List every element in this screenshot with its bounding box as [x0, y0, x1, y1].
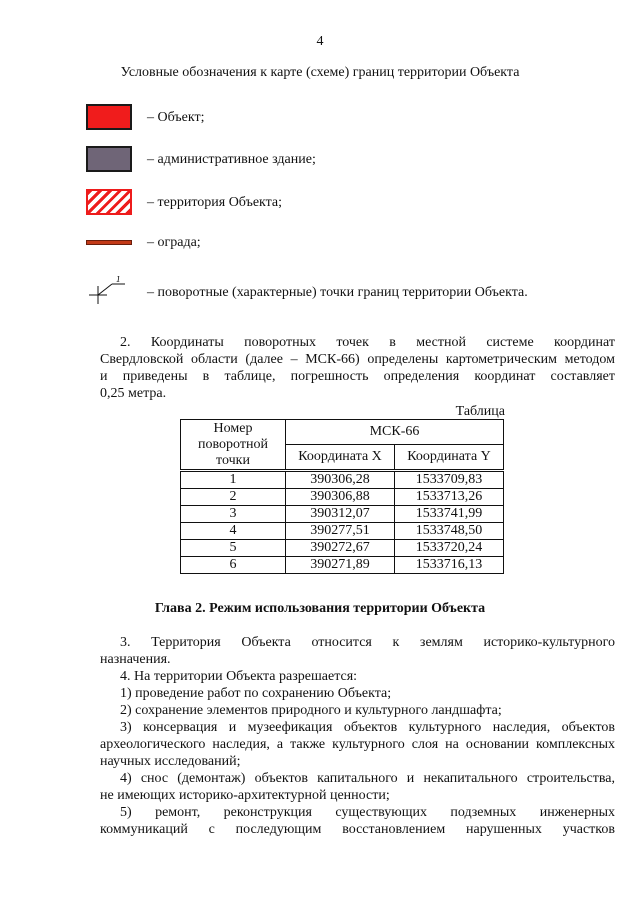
- turning-point-icon: [85, 276, 133, 308]
- turning-point-number: 1: [116, 276, 121, 284]
- fence-line-swatch: [86, 240, 132, 245]
- paragraph-line: назначения.: [100, 652, 171, 667]
- paragraph-line: коммуникаций с последующим восстановлением нарушенных участков: [100, 822, 615, 837]
- table-row: 6 390271,89 1533716,13: [181, 557, 504, 574]
- legend-label: – ограда;: [147, 234, 201, 250]
- object-swatch: [86, 104, 132, 130]
- table-row: 4 390277,51 1533748,50: [181, 523, 504, 540]
- paragraph-line: 2. Координаты поворотных точек в местной системе координат: [120, 335, 615, 350]
- legend-item-admin-building: [85, 145, 316, 173]
- table-row: 5 390272,67 1533720,24: [181, 540, 504, 557]
- legend-label: – административное здание;: [147, 151, 316, 167]
- legend-label: – Объект;: [147, 109, 205, 125]
- legend-item-object: [85, 103, 204, 131]
- table-caption: Таблица: [455, 404, 505, 419]
- paragraph-line: 5) ремонт, реконструкция существующих подземных инженерных: [120, 805, 615, 820]
- paragraph-line: 1) проведение работ по сохранению Объекта;: [120, 686, 392, 701]
- territory-hatch-swatch: [86, 189, 132, 215]
- coordinates-table: [180, 419, 504, 574]
- paragraph-line: 0,25 метра.: [100, 386, 167, 401]
- chapter-2-title: Глава 2. Режим использования территории Объекта: [154, 601, 486, 616]
- admin-building-swatch: [86, 146, 132, 172]
- header-point-number: Номер поворотной точки: [181, 420, 286, 471]
- header-msk66: МСК-66: [286, 420, 504, 445]
- chapter-2-body: [100, 634, 615, 838]
- table-row: 3 390312,07 1533741,99: [181, 506, 504, 523]
- paragraph-line: археологического наследия, а также культурного слоя на основании комплексных: [100, 737, 615, 752]
- header-coord-y: Координата Y: [395, 445, 504, 471]
- paragraph-line: 4) снос (демонтаж) объектов капитального и некапитального строительства,: [120, 771, 615, 786]
- legend-item-turning-point: [85, 278, 528, 306]
- paragraph-line: научных исследований;: [100, 754, 241, 769]
- paragraph-line: 2) сохранение элементов природного и культурного ландшафта;: [120, 703, 502, 718]
- table-row: 2 390306,88 1533713,26: [181, 489, 504, 506]
- legend-label: – поворотные (характерные) точки границ территории Объекта.: [147, 284, 528, 300]
- paragraph-line: Свердловской области (далее – МСК-66) определены картометрическим методом: [100, 352, 615, 367]
- table-row: 1 390306,28 1533709,83: [181, 471, 504, 489]
- paragraph-line: 3. Территория Объекта относится к землям историко-культурного: [120, 635, 615, 650]
- paragraph-line: не имеющих историко-архитектурной ценности;: [100, 788, 390, 803]
- legend-item-fence: [85, 228, 201, 256]
- section-2-paragraph: [100, 334, 615, 402]
- paragraph-line: 4. На территории Объекта разрешается:: [120, 669, 358, 684]
- paragraph-line: 3) консервация и музеефикация объектов культурного наследия, объектов: [120, 720, 615, 735]
- header-coord-x: Координата X: [286, 445, 395, 471]
- page-number: 4: [316, 34, 324, 49]
- paragraph-line: и приведены в таблице, погрешность определения координат составляет: [100, 369, 615, 384]
- legend-title: Условные обозначения к карте (схеме) границ территории Объекта: [120, 65, 520, 80]
- legend-label: – территория Объекта;: [147, 194, 283, 210]
- legend-item-territory: [85, 188, 282, 216]
